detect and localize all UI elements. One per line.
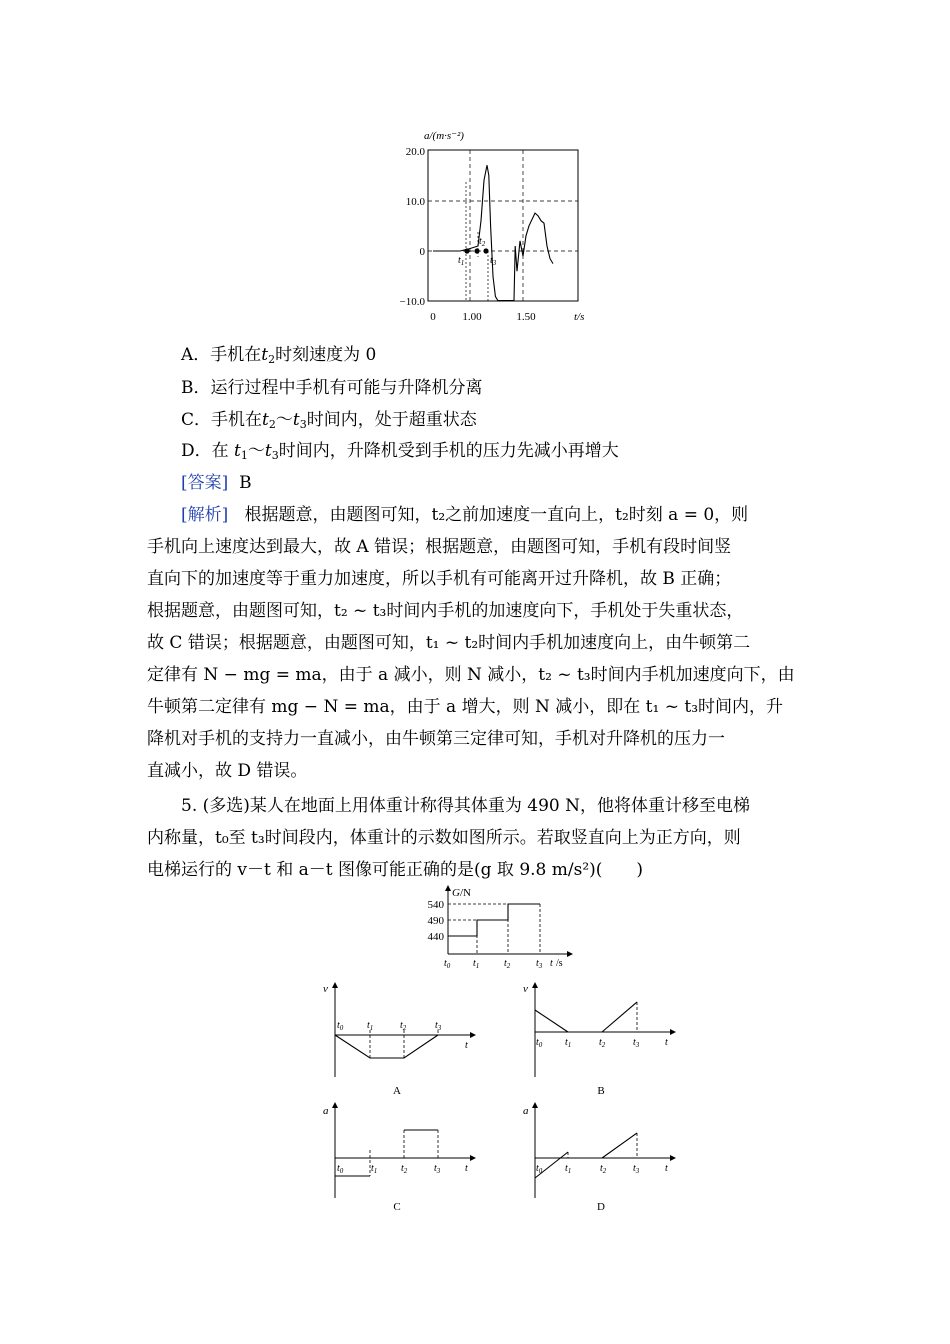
- svg-text:t: t: [465, 1040, 468, 1051]
- option-c: C．手机在$t_2\sim t_3$时间内，处于超重状态: [181, 410, 477, 431]
- svg-text:t2: $t_2$: [504, 958, 511, 970]
- svg-text:t: t: [665, 1037, 668, 1048]
- analysis-line-6: 定律有 N − mg = ma，由于 a 减小，则 N 减小，t₂ ~ t₃时间内手机加速度向下，由: [147, 665, 795, 685]
- acceleration-curve: [433, 165, 553, 300]
- answer-value: B: [239, 473, 252, 493]
- svg-text:t1: $t_1$: [367, 1020, 374, 1032]
- svg-text:v: v: [523, 983, 528, 995]
- label-t2: $t_2$: [479, 236, 486, 248]
- analysis-line-1: [解析] 根据题意，由题图可知，t₂之前加速度一直向上，t₂时刻 a = 0，则: [181, 505, 749, 525]
- svg-text:a: a: [323, 1105, 329, 1117]
- y-tick-20: 20.0: [405, 146, 425, 158]
- svg-text:t2: $t_2$: [599, 1037, 606, 1049]
- x-tick-1-5: 1.50: [516, 311, 536, 323]
- option-a: A．手机在$t_2$时刻速度为 0: [181, 345, 377, 366]
- analysis-line-8: 降机对手机的支持力一直减小，由牛顿第三定律可知，手机对升降机的压力一: [147, 729, 725, 749]
- label-t3: $t_3$: [490, 255, 497, 267]
- graph-c-label: C: [393, 1201, 401, 1213]
- svg-text:v: v: [323, 983, 328, 995]
- acceleration-chart: [390, 122, 600, 332]
- svg-text:t3: $t_3$: [536, 958, 543, 970]
- graph-d: [515, 1100, 685, 1215]
- weight-chart: [410, 882, 590, 972]
- graph-c: [315, 1100, 485, 1215]
- graph-d-label: D: [597, 1201, 605, 1213]
- y-axis-label: a/(m·s⁻²): [424, 130, 464, 142]
- svg-text:540: 540: [427, 899, 444, 911]
- svg-text:/s: /s: [556, 958, 563, 969]
- analysis-line-4: 根据题意，由题图可知，t₂ ~ t₃时间内手机的加速度向下，手机处于失重状态，: [147, 601, 744, 621]
- analysis-line-7: 牛顿第二定律有 mg − N = ma，由于 a 增大，则 N 减小，即在 t₁ ~ t₃时间内，升: [147, 697, 784, 717]
- graph-a-label: A: [393, 1085, 401, 1097]
- svg-text:t0: $t_0$: [337, 1020, 344, 1032]
- analysis-line-5: 故 C 错误；根据题意，由题图可知，t₁ ~ t₂时间内手机加速度向上，由牛顿第二: [147, 633, 751, 653]
- analysis-line-3: 直向下的加速度等于重力加速度，所以手机有可能离开过升降机，故 B 正确；: [147, 569, 732, 589]
- question5-line-2: 内称量，t₀至 t₃时间段内，体重计的示数如图所示。若取竖直向上为正方向，则: [147, 828, 741, 848]
- svg-text:t0: $t_0$: [444, 958, 451, 970]
- x-tick-0: 0: [430, 311, 436, 323]
- y-tick-neg10: −10.0: [399, 296, 425, 308]
- answer-tag: [答案]: [181, 473, 229, 493]
- option-b: B．运行过程中手机有可能与升降机分离: [181, 378, 483, 398]
- svg-text:/N: /N: [460, 887, 471, 899]
- point-t1: [464, 248, 469, 253]
- analysis-line-9: 直减小，故 D 错误。: [147, 761, 308, 781]
- svg-text:440: 440: [427, 931, 444, 943]
- question5-line-3: 电梯运行的 v－t 和 a－t 图像可能正确的是(g 取 9.8 m/s²)( ): [147, 860, 644, 880]
- svg-text:t1: $t_1$: [371, 1163, 378, 1175]
- svg-text:t3: $t_3$: [435, 1020, 442, 1032]
- svg-text:a: a: [523, 1105, 529, 1117]
- svg-text:t: t: [665, 1163, 668, 1174]
- svg-text:t0: $t_0$: [536, 1163, 543, 1175]
- svg-text:t1: $t_1$: [565, 1037, 572, 1049]
- svg-text:t3: $t_3$: [633, 1037, 640, 1049]
- svg-text:t1: $t_1$: [473, 958, 480, 970]
- svg-text:t2: $t_2$: [401, 1163, 408, 1175]
- x-axis-label: t/s: [574, 311, 585, 323]
- answer-line: [181, 473, 252, 493]
- point-t2: [474, 248, 479, 253]
- svg-text:t1: $t_1$: [565, 1163, 572, 1175]
- svg-text:t0: $t_0$: [536, 1037, 543, 1049]
- svg-text:t2: $t_2$: [400, 1020, 407, 1032]
- analysis-tag: [解析]: [181, 505, 229, 525]
- x-tick-1: 1.00: [462, 311, 482, 323]
- option-d: D．在 $t_1\sim t_3$时间内，升降机受到手机的压力先减小再增大: [181, 441, 619, 462]
- question5-line-1: 5. (多选)某人在地面上用体重计称得其体重为 490 N，他将体重计移至电梯: [181, 796, 751, 816]
- label-t1: $t_1$: [458, 255, 465, 267]
- svg-text:t0: $t_0$: [337, 1163, 344, 1175]
- svg-text:t: t: [550, 958, 553, 969]
- analysis-line-2: 手机向上速度达到最大，故 A 错误；根据题意，由题图可知，手机有段时间竖: [147, 537, 732, 557]
- svg-text:490: 490: [427, 915, 444, 927]
- y-tick-0: 0: [419, 246, 425, 258]
- svg-text:t3: $t_3$: [633, 1163, 640, 1175]
- graph-b: [515, 980, 685, 1095]
- point-t3: [483, 248, 488, 253]
- y-tick-10: 10.0: [405, 196, 425, 208]
- svg-text:G: G: [452, 887, 460, 899]
- svg-text:t: t: [465, 1163, 468, 1174]
- svg-text:t3: $t_3$: [434, 1163, 441, 1175]
- graph-b-label: B: [597, 1085, 605, 1097]
- svg-text:t2: $t_2$: [600, 1163, 607, 1175]
- graph-a: [315, 980, 485, 1095]
